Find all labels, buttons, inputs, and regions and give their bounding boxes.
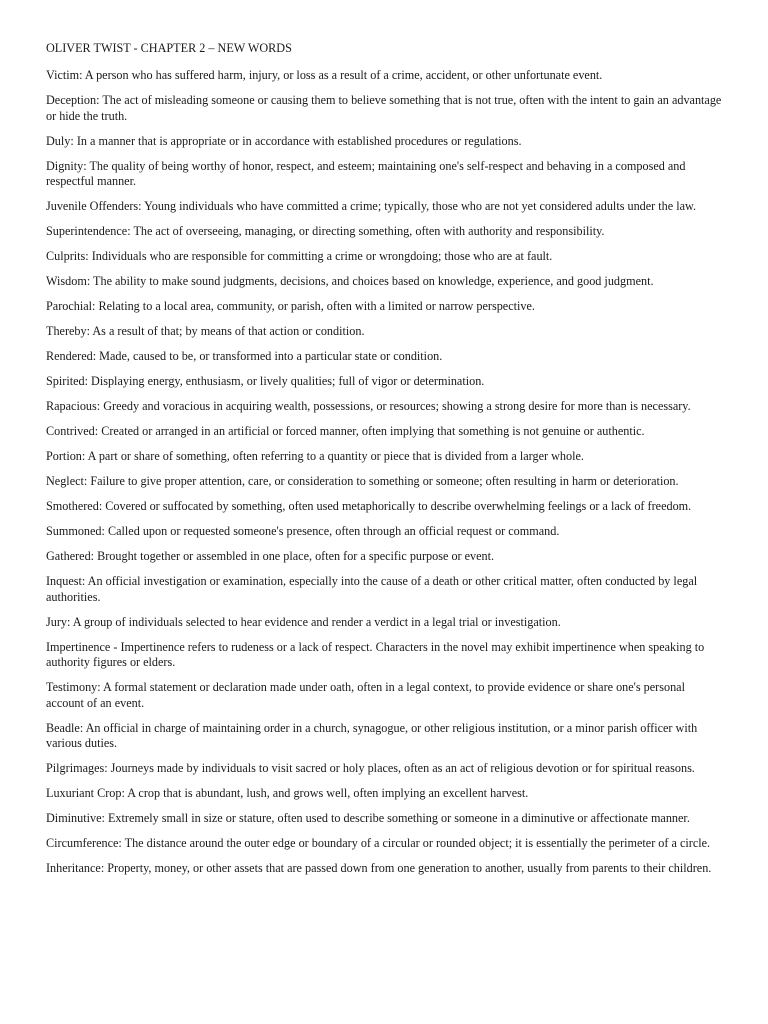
entry-separator: : — [101, 524, 108, 538]
entry-definition: A person who has suffered harm, injury, or loss as a result of a crime, accident, or other unfortunate event. — [84, 68, 603, 82]
entry-definition: Young individuals who have committed a crime; typically, those who are not yet considered adults under the law. — [144, 199, 697, 213]
entry-definition: Called upon or requested someone's presence, often through an official request or command. — [107, 524, 560, 538]
vocabulary-entry — [46, 524, 722, 540]
page-title: OLIVER TWIST - CHAPTER 2 – NEW WORDS — [46, 41, 292, 55]
entry-term: Portion — [46, 449, 82, 463]
entry-term: Parochial — [46, 299, 93, 313]
entry-term: Wisdom — [46, 274, 87, 288]
entry-term: Neglect — [46, 474, 84, 488]
entry-definition: Covered or suffocated by something, often used metaphorically to describe overwhelming feelings or a lack of freedom. — [105, 499, 692, 513]
entry-term: Luxuriant Crop — [46, 786, 122, 800]
entry-definition: Individuals who are responsible for committing a crime or wrongdoing; those who are at fault. — [91, 249, 553, 263]
entry-separator: : — [127, 224, 134, 238]
entry-separator: : — [84, 374, 92, 388]
entry-separator: : — [92, 349, 100, 363]
entry-definition: As a result of that; by means of that action or condition. — [92, 324, 365, 338]
vocabulary-entry — [46, 615, 722, 631]
entry-separator: : — [70, 133, 77, 148]
entry-separator: : — [81, 449, 88, 463]
vocabulary-entry — [46, 424, 722, 440]
entry-separator: : — [79, 720, 86, 735]
entry-definition: Made, caused to be, or transformed into a particular state or condition. — [99, 349, 443, 363]
entry-definition: Greedy and voracious in acquiring wealth, possessions, or resources; showing a strong desire for more than is necessary. — [103, 399, 691, 413]
entry-definition: The quality of being worthy of honor, respect, and esteem; maintaining one's self-respect and behaving in a composed and respectful manner. — [46, 158, 686, 188]
entry-definition: An official investigation or examination, especially into the cause of a death or other critical matter, often conducted by legal authorities. — [46, 574, 698, 604]
entry-separator: : — [101, 811, 108, 825]
entry-separator: : — [79, 68, 85, 82]
entry-separator: : — [83, 158, 90, 173]
vocabulary-entry — [46, 811, 722, 827]
vocabulary-entry — [46, 324, 722, 340]
entry-separator: : — [85, 249, 92, 263]
entry-definition: The act of overseeing, managing, or directing something, often with authority and responsibility. — [133, 224, 605, 238]
entry-term: Duly — [46, 133, 71, 148]
entry-separator: : — [94, 424, 102, 438]
entry-definition: The ability to make sound judgments, decisions, and choices based on knowledge, experience, and good judgment. — [93, 274, 654, 288]
entry-separator: : — [98, 499, 106, 513]
entry-separator: : — [96, 399, 104, 413]
entry-definition: The distance around the outer edge or boundary of a circular or rounded object; it is essentially the perimeter of a circle. — [124, 836, 711, 850]
vocabulary-entry — [46, 68, 722, 84]
vocabulary-entry — [46, 499, 722, 515]
vocabulary-entry — [46, 399, 722, 415]
entry-term: Spirited — [46, 374, 85, 388]
entry-separator: : — [138, 199, 145, 213]
entry-definition: Property, money, or other assets that are passed down from one generation to another, usually from parents to their children. — [107, 861, 712, 875]
entry-term: Dignity — [46, 158, 84, 173]
entry-separator: : — [83, 474, 91, 488]
entry-separator: : — [90, 549, 98, 563]
vocabulary-entry — [46, 134, 722, 150]
entry-separator: : — [67, 614, 73, 629]
entry-term: Impertinence — [46, 639, 111, 654]
vocabulary-entry — [46, 574, 722, 605]
entry-separator: : — [96, 93, 103, 107]
vocabulary-entry — [46, 274, 722, 290]
vocabulary-entry — [46, 224, 722, 240]
vocabulary-entry — [46, 474, 722, 490]
entry-definition: An official in charge of maintaining order in a church, synagogue, or other religious institution, or a minor parish officer with various duties. — [46, 720, 698, 750]
entry-term: Beadle — [46, 720, 80, 735]
entry-term: Smothered — [46, 499, 99, 513]
entry-term: Deception — [46, 93, 97, 107]
entry-term: Thereby — [46, 324, 87, 338]
vocabulary-entry — [46, 836, 722, 852]
vocabulary-entry — [46, 721, 722, 752]
entry-definition: Created or arranged in an artificial or forced manner, often implying that something is not genuine or authentic. — [101, 424, 645, 438]
entry-term: Superintendence — [46, 224, 128, 238]
vocabulary-entry — [46, 374, 722, 390]
entry-term: Testimony — [46, 680, 98, 694]
entry-separator: : — [86, 324, 93, 338]
vocabulary-entry — [46, 761, 722, 777]
entry-definition: A part or share of something, often referring to a quantity or piece that is divided from a larger whole. — [87, 449, 584, 463]
entry-separator: : — [86, 274, 94, 288]
entry-separator: : — [92, 299, 99, 313]
entry-definition: A crop that is abundant, lush, and grows well, often implying an excellent harvest. — [127, 786, 529, 800]
entry-term: Juvenile Offenders — [46, 199, 139, 213]
entry-term: Pilgrimages — [46, 761, 105, 775]
vocabulary-entry — [46, 349, 722, 365]
vocabulary-entry — [46, 640, 722, 671]
vocabulary-entry — [46, 159, 722, 190]
entry-separator: : — [104, 761, 111, 775]
vocabulary-entry — [46, 249, 722, 265]
entry-term: Contrived — [46, 424, 95, 438]
vocabulary-entry — [46, 199, 722, 215]
vocabulary-entry — [46, 861, 722, 877]
entry-term: Rendered — [46, 349, 93, 363]
entry-definition: Extremely small in size or stature, often used to describe something or someone in a diminutive or affectionate manner. — [107, 811, 690, 825]
entry-term: Culprits — [46, 249, 86, 263]
entry-definition: Failure to give proper attention, care, or consideration to something or someone; often resulting in harm or deterioration. — [90, 474, 679, 488]
entry-definition: A formal statement or declaration made under oath, often in a legal context, to provide evidence or share one's personal account of an event. — [46, 680, 685, 710]
vocabulary-list — [46, 68, 722, 877]
vocabulary-entry — [46, 299, 722, 315]
entry-term: Gathered — [46, 549, 91, 563]
entry-separator: : — [97, 680, 104, 694]
entry-term: Victim — [46, 68, 80, 82]
entry-definition: Impertinence refers to rudeness or a lack of respect. Characters in the novel may exhibit impertinence when speaking to authority figures or elders. — [46, 639, 705, 669]
entry-term: Rapacious — [46, 399, 97, 413]
vocabulary-entry — [46, 786, 722, 802]
entry-term: Summoned — [46, 524, 102, 538]
entry-term: Jury — [46, 614, 67, 629]
entry-definition: The act of misleading someone or causing them to believe something that is not true, often with the intent to gain an advantage or hide the truth. — [46, 93, 722, 123]
entry-term: Diminutive — [46, 811, 102, 825]
entry-separator: - — [110, 639, 121, 654]
entry-term: Inquest — [46, 574, 82, 588]
entry-definition: Brought together or assembled in one place, often for a specific purpose or event. — [97, 549, 495, 563]
entry-definition: In a manner that is appropriate or in accordance with established procedures or regulations. — [76, 133, 522, 148]
entry-definition: Displaying energy, enthusiasm, or lively qualities; full of vigor or determination. — [91, 374, 485, 388]
entry-separator: : — [121, 786, 128, 800]
document-page — [46, 41, 722, 886]
entry-separator: : — [118, 836, 125, 850]
vocabulary-entry — [46, 680, 722, 711]
entry-separator: : — [100, 861, 108, 875]
entry-term: Inheritance — [46, 861, 101, 875]
entry-definition: A group of individuals selected to hear evidence and render a verdict in a legal trial or investigation. — [72, 614, 561, 629]
entry-separator: : — [81, 574, 88, 588]
vocabulary-entry — [46, 93, 722, 124]
vocabulary-entry — [46, 449, 722, 465]
entry-term: Circumference — [46, 836, 119, 850]
vocabulary-entry — [46, 549, 722, 565]
entry-definition: Relating to a local area, community, or parish, often with a limited or narrow perspective. — [98, 299, 535, 313]
entry-definition: Journeys made by individuals to visit sacred or holy places, often as an act of religious devotion or for spiritual reasons. — [110, 761, 695, 775]
